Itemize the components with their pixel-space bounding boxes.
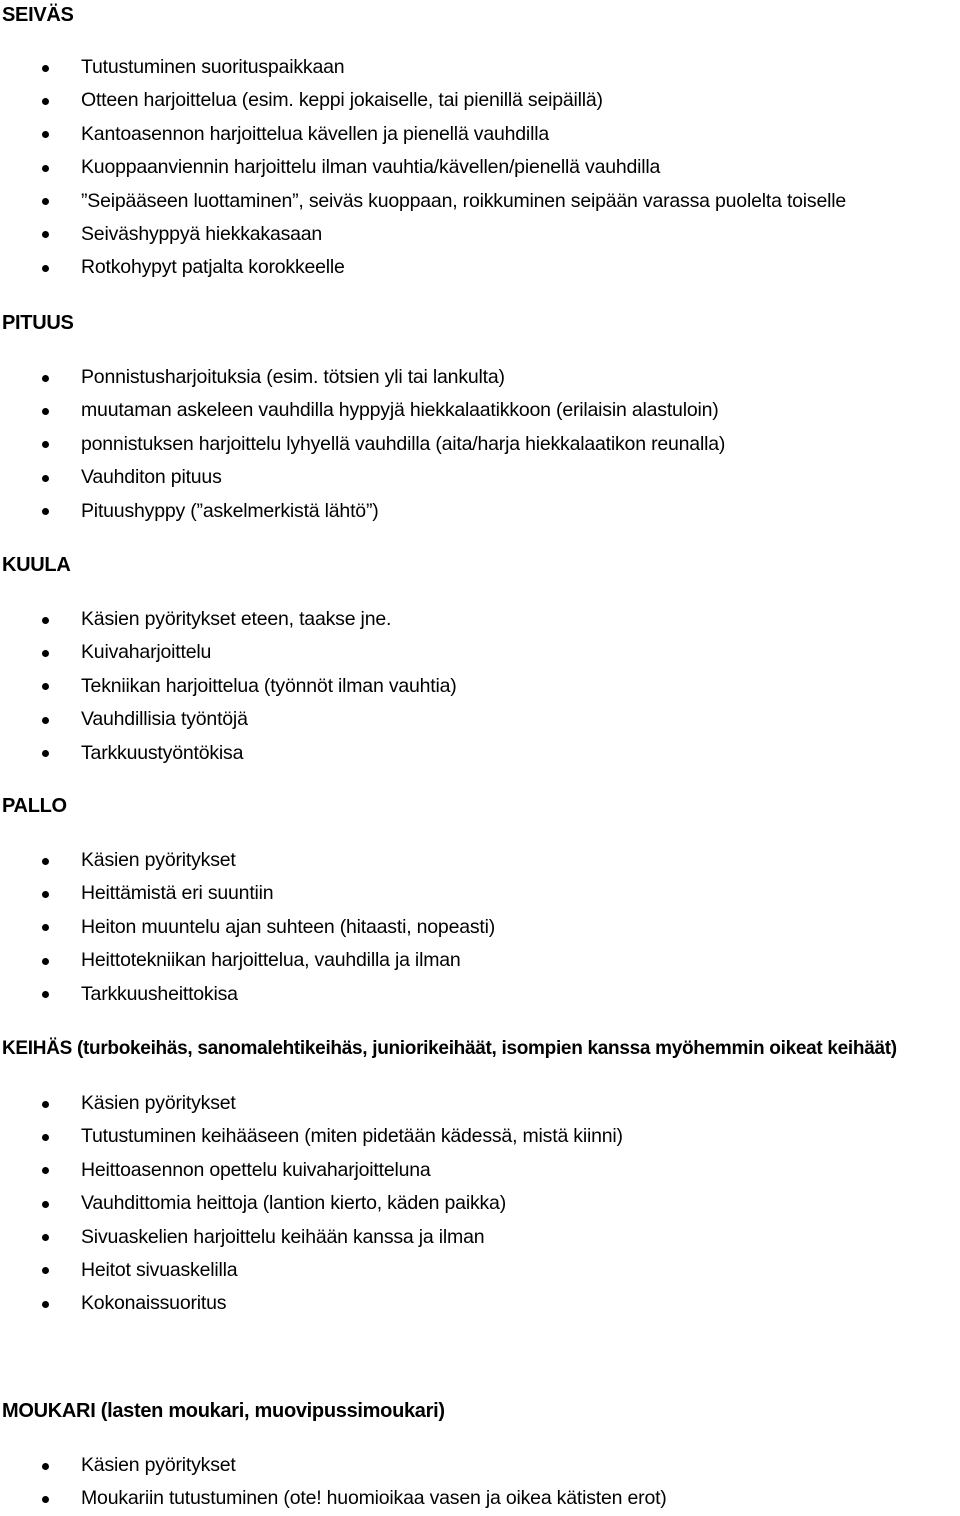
bullet-icon (42, 1234, 49, 1241)
bullet-icon (42, 1134, 49, 1141)
list-item (0, 670, 960, 703)
bullet-icon (42, 408, 49, 415)
list-item-text: Vauhditon pituus (81, 466, 222, 489)
bullet-list-kuula (0, 603, 960, 770)
bullet-icon (42, 265, 49, 272)
list-item-text: ”Seipääseen luottaminen”, seiväs kuoppaan, roikkuminen seipään varassa puolelta toiselle (81, 189, 847, 212)
list-item-text: Käsien pyöritykset eteen, taakse jne. (81, 608, 392, 630)
list-item-text: Kokonaissuoritus (81, 1292, 227, 1315)
list-item (0, 218, 960, 251)
list-item (0, 844, 960, 877)
list-item (0, 703, 960, 736)
list-item-text: Kantoasennon harjoittelua kävellen ja pienellä vauhdilla (81, 122, 549, 145)
list-item (0, 185, 960, 218)
bullet-icon (42, 717, 49, 724)
section-heading-keihas: KEIHÄS (turbokeihäs, sanomalehtikeihäs, juniorikeihäät, isompien kanssa myöhemmin oikeat keihäät) (2, 1038, 897, 1059)
list-item-text: Heitot sivuaskelilla (81, 1258, 238, 1281)
list-item-text: Tutustuminen suorituspaikkaan (81, 56, 345, 78)
bullet-icon (42, 617, 49, 624)
bullet-icon (42, 475, 49, 482)
list-item (0, 978, 960, 1011)
list-item-text: Seiväshyppyä hiekkakasaan (81, 222, 323, 245)
bullet-icon (42, 1101, 49, 1108)
list-item (0, 428, 960, 461)
section-heading-seivas: SEIVÄS (2, 4, 74, 26)
bullet-icon (42, 98, 49, 105)
bullet-icon (42, 1267, 49, 1274)
list-item-text: Käsien pyöritykset (81, 1092, 236, 1114)
list-item (0, 603, 960, 636)
bullet-icon (42, 231, 49, 238)
list-item (0, 1287, 960, 1320)
list-item-text: Heittämistä eri suuntiin (81, 882, 274, 905)
section-heading-pituus: PITUUS (2, 312, 74, 334)
list-item (0, 737, 960, 770)
list-item-text: Käsien pyöritykset (81, 1454, 236, 1476)
list-item-text: Vauhdillisia työntöjä (81, 708, 248, 731)
list-item (0, 1482, 960, 1515)
list-item-text: Otteen harjoittelua (esim. keppi jokaiselle, tai pienillä seipäillä) (81, 89, 603, 112)
list-item-text: Kuoppaanviennin harjoittelu ilman vauhtia/kävellen/pienellä vauhdilla (81, 156, 661, 179)
section-heading-pallo: PALLO (2, 795, 67, 817)
list-item-text: Käsien pyöritykset (81, 849, 236, 871)
list-item (0, 636, 960, 669)
list-item (0, 51, 960, 84)
list-item (0, 361, 960, 394)
bullet-icon (42, 508, 49, 515)
bullet-icon (42, 441, 49, 448)
list-item-text: Heittoasennon opettelu kuivaharjoitteluna (81, 1158, 431, 1181)
list-item-text: Tekniikan harjoittelua (työnnöt ilman vauhtia) (81, 674, 457, 697)
list-item (0, 911, 960, 944)
list-item-text: Vauhdittomia heittoja (lantion kierto, käden paikka) (81, 1192, 506, 1215)
list-item (0, 1154, 960, 1187)
list-item-text: Rotkohypyt patjalta korokkeelle (81, 256, 345, 279)
bullet-icon (42, 1167, 49, 1174)
list-item-text: ponnistuksen harjoittelu lyhyellä vauhdilla (aita/harja hiekkalaatikon reunalla) (81, 432, 726, 455)
bullet-icon (42, 198, 49, 205)
bullet-icon (42, 65, 49, 72)
list-item (0, 1254, 960, 1287)
section-heading-moukari: MOUKARI (lasten moukari, muovipussimoukari) (2, 1400, 445, 1422)
bullet-list-moukari (0, 1449, 960, 1516)
list-item (0, 461, 960, 494)
list-item-text: Tarkkuusheittokisa (81, 982, 238, 1005)
list-item-text: Moukariin tutustuminen (ote! huomioikaa vasen ja oikea kätisten erot) (81, 1487, 667, 1510)
bullet-icon (42, 958, 49, 965)
list-item-text: Heiton muuntelu ajan suhteen (hitaasti, nopeasti) (81, 915, 496, 938)
list-item-text: Sivuaskelien harjoittelu keihään kanssa ja ilman (81, 1225, 485, 1248)
list-item-text: Kuivaharjoittelu (81, 641, 212, 664)
list-item (0, 84, 960, 117)
list-item (0, 1087, 960, 1120)
list-item-text: muutaman askeleen vauhdilla hyppyjä hiekkalaatikkoon (erilaisin alastuloin) (81, 399, 719, 422)
bullet-list-pituus (0, 361, 960, 528)
list-item (0, 944, 960, 977)
list-item (0, 251, 960, 284)
bullet-icon (42, 375, 49, 382)
list-item-text: Heittotekniikan harjoittelua, vauhdilla ja ilman (81, 949, 461, 972)
bullet-icon (42, 165, 49, 172)
bullet-icon (42, 750, 49, 757)
list-item (0, 394, 960, 427)
bullet-icon (42, 991, 49, 998)
list-item (0, 1187, 960, 1220)
list-item-text: Pituushyppy (”askelmerkistä lähtö”) (81, 499, 379, 522)
bullet-icon (42, 924, 49, 931)
list-item-text: Tarkkuustyöntökisa (81, 741, 244, 764)
list-item-text: Tutustuminen keihääseen (miten pidetään kädessä, mistä kiinni) (81, 1125, 623, 1148)
bullet-icon (42, 1201, 49, 1208)
list-item (0, 1120, 960, 1153)
list-item-text: Ponnistusharjoituksia (esim. tötsien yli tai lankulta) (81, 366, 505, 388)
list-item (0, 151, 960, 184)
bullet-icon (42, 858, 49, 865)
bullet-icon (42, 683, 49, 690)
bullet-icon (42, 650, 49, 657)
list-item (0, 118, 960, 151)
section-heading-kuula: KUULA (2, 554, 71, 576)
bullet-icon (42, 891, 49, 898)
bullet-icon (42, 1463, 49, 1470)
bullet-list-pallo (0, 844, 960, 1011)
bullet-list-seivas (0, 51, 960, 285)
list-item (0, 1449, 960, 1482)
bullet-list-keihas (0, 1087, 960, 1321)
bullet-icon (42, 1301, 49, 1308)
bullet-icon (42, 131, 49, 138)
bullet-icon (42, 1496, 49, 1503)
list-item (0, 877, 960, 910)
list-item (0, 1221, 960, 1254)
list-item (0, 495, 960, 528)
